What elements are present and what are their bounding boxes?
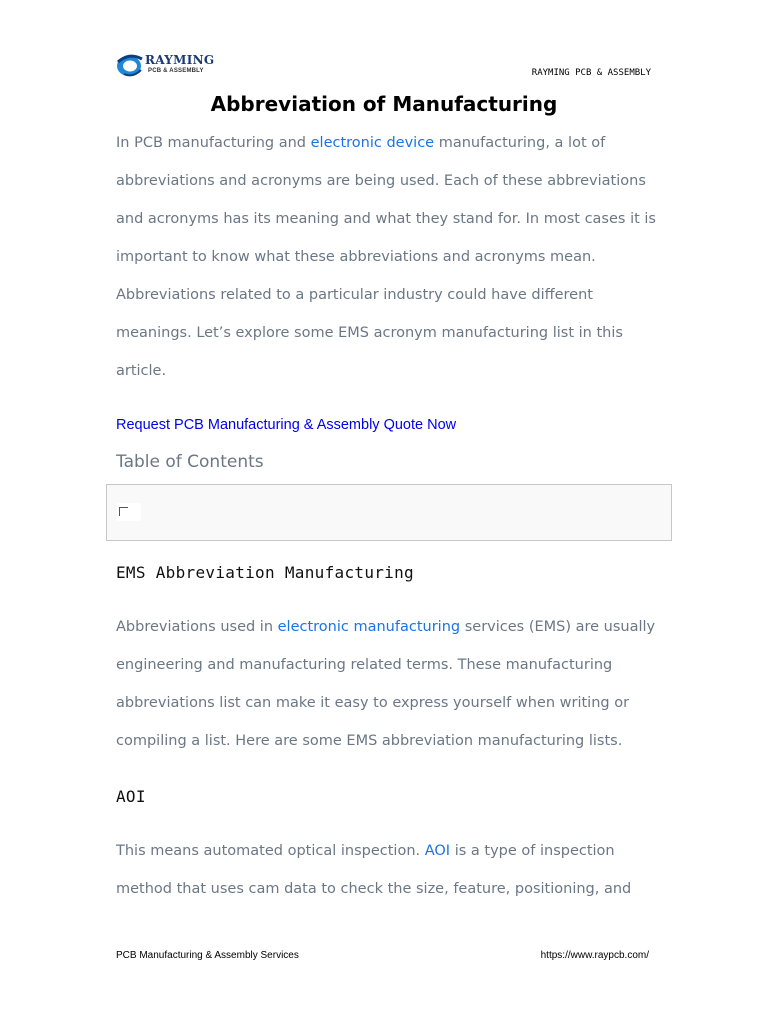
intro-text-end: manufacturing, a lot of abbreviations and acronyms are being used. Each of these abbreviations and acronyms has its meaning and what they stand for. In most cases it is important to know what these abbreviations and acronyms mean. Abbreviations related to a particular industry could have different meanings. Let’s explore some EMS acronym manufacturing list in this article. (116, 135, 656, 379)
aoi-link[interactable]: AOI (424, 843, 451, 859)
electronic-manufacturing-link[interactable]: electronic manufacturing (277, 619, 461, 635)
electronic-device-link[interactable]: electronic device (310, 135, 435, 151)
aoi-text-start: This means automated optical inspection. (116, 843, 425, 859)
rayming-logo (115, 50, 225, 82)
toc-toggle-button[interactable] (117, 503, 141, 521)
aoi-paragraph (116, 832, 661, 908)
ems-paragraph (116, 608, 661, 760)
logo-subtitle: PCB & ASSEMBLY (148, 68, 204, 74)
section-heading-aoi: AOI (116, 787, 146, 806)
intro-paragraph (116, 124, 661, 390)
toc-title: Table of Contents (116, 452, 264, 472)
toc-toggle-icon (119, 507, 128, 516)
aoi-text-end: is a type of inspection method that uses cam data to check the size, feature, positioning, and (116, 843, 632, 897)
intro-text-start: In PCB manufacturing and (116, 135, 311, 151)
footer-url: https://www.raypcb.com/ (540, 950, 649, 961)
ems-text-start: Abbreviations used in (116, 619, 278, 635)
header-company-name: RAYMING PCB & ASSEMBLY (531, 68, 651, 78)
logo-mark-icon (115, 50, 145, 80)
page-title: Abbreviation of Manufacturing (210, 92, 558, 116)
request-quote-link[interactable]: Request PCB Manufacturing & Assembly Quote Now (116, 417, 457, 433)
section-heading-ems: EMS Abbreviation Manufacturing (116, 563, 414, 582)
logo-name: RAYMING (145, 53, 215, 67)
footer-services: PCB Manufacturing & Assembly Services (116, 950, 299, 961)
ems-text-end: services (EMS) are usually engineering and manufacturing related terms. These manufacturing abbreviations list can make it easy to express yourself when writing or compiling a list. Here are some EMS abbreviation manufacturing lists. (116, 619, 656, 749)
table-of-contents-box (106, 484, 672, 541)
